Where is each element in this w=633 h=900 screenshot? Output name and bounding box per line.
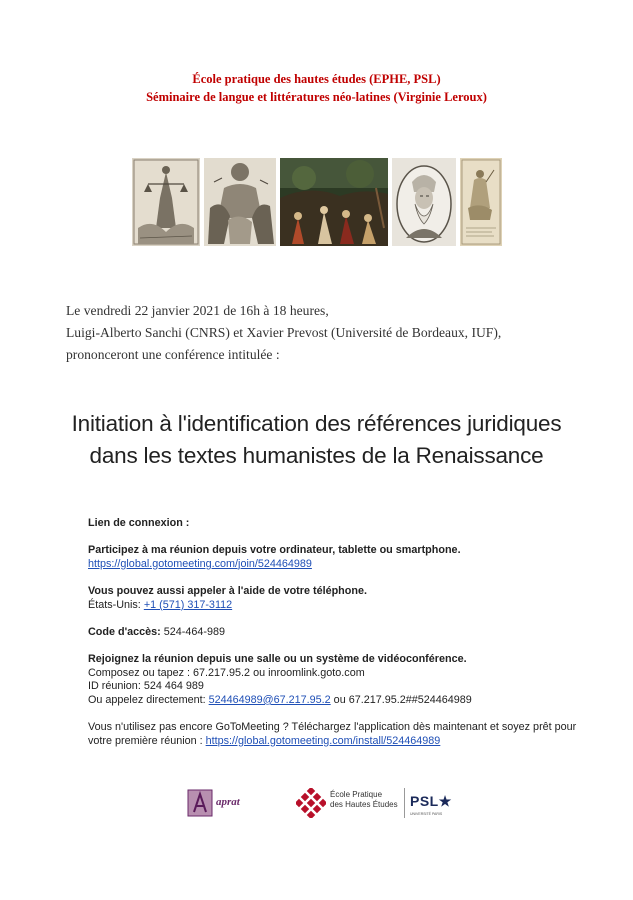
room-direct-suffix: ou 67.217.95.2##524464989	[330, 693, 472, 706]
room-meeting-id: ID réunion: 524 464 989	[88, 680, 204, 693]
ephe-name-line-2: des Hautes Études	[330, 800, 398, 809]
ephe-name-line-1: École Pratique	[330, 790, 383, 799]
join-instruction: Participez à ma réunion depuis votre ordinateur, tablette ou smartphone.	[88, 544, 461, 557]
painting-scene-icon	[280, 158, 388, 246]
header-institution: École pratique des hautes études (EPHE, PSL)	[192, 72, 441, 86]
intro-date: Le vendredi 22 janvier 2021 de 16h à 18 heures,	[66, 303, 329, 318]
allegorical-figure-icon	[460, 158, 502, 246]
psl-subtitle: UNIVERSITÉ PARIS	[410, 812, 443, 816]
phone-instruction: Vous pouvez aussi appeler à l'aide de votre téléphone.	[88, 584, 367, 597]
access-code-label: Code d'accès:	[88, 625, 161, 638]
event-intro	[66, 300, 586, 366]
connection-label: Lien de connexion :	[88, 517, 190, 529]
install-instruction: Vous n'utilisez pas encore GoToMeeting ? Téléchargez l'application dès maintenant et soyez prêt pour votre première réunion :	[88, 720, 577, 747]
title-line-2: dans les textes humanistes de la Renaissance	[89, 443, 544, 468]
psl-label: PSL★	[410, 793, 452, 809]
psl-logo	[404, 784, 458, 822]
title-line-1: Initiation à l'identification des références juridiques	[71, 411, 562, 436]
event-header	[0, 70, 633, 106]
connection-details	[88, 517, 588, 762]
room-direct-prefix: Ou appelez directement:	[88, 693, 209, 706]
room-direct-link[interactable]: 524464989@67.217.95.2	[208, 693, 331, 706]
engraving-justice-icon	[132, 158, 200, 246]
join-link[interactable]: https://global.gotomeeting.com/join/524464989	[88, 557, 312, 570]
partner-logos	[0, 780, 633, 830]
install-link[interactable]: https://global.gotomeeting.com/install/524464989	[205, 734, 441, 747]
room-dial-info: Composez ou tapez : 67.217.95.2 ou inroomlink.goto.com	[88, 666, 365, 679]
aprat-logo	[186, 786, 266, 820]
image-strip	[132, 158, 502, 246]
aprat-label: aprat	[216, 796, 240, 808]
engraving-crowd-icon	[204, 158, 276, 246]
room-instruction: Rejoignez la réunion depuis une salle ou un système de vidéoconférence.	[88, 652, 467, 665]
portrait-engraving-icon	[392, 158, 456, 246]
intro-announce: prononceront une conférence intitulée :	[66, 347, 280, 362]
ephe-logo	[296, 784, 406, 822]
intro-speakers: Luigi-Alberto Sanchi (CNRS) et Xavier Prevost (Université de Bordeaux, IUF),	[66, 325, 502, 340]
header-seminar: Séminaire de langue et littératures néo-latines (Virginie Leroux)	[146, 90, 487, 104]
phone-country: États-Unis:	[88, 598, 144, 611]
access-code-value: 524-464-989	[160, 625, 226, 638]
phone-number-link[interactable]: +1 (571) 317-3112	[143, 598, 233, 611]
conference-title	[0, 408, 633, 472]
ephe-emblem-icon	[296, 788, 326, 818]
